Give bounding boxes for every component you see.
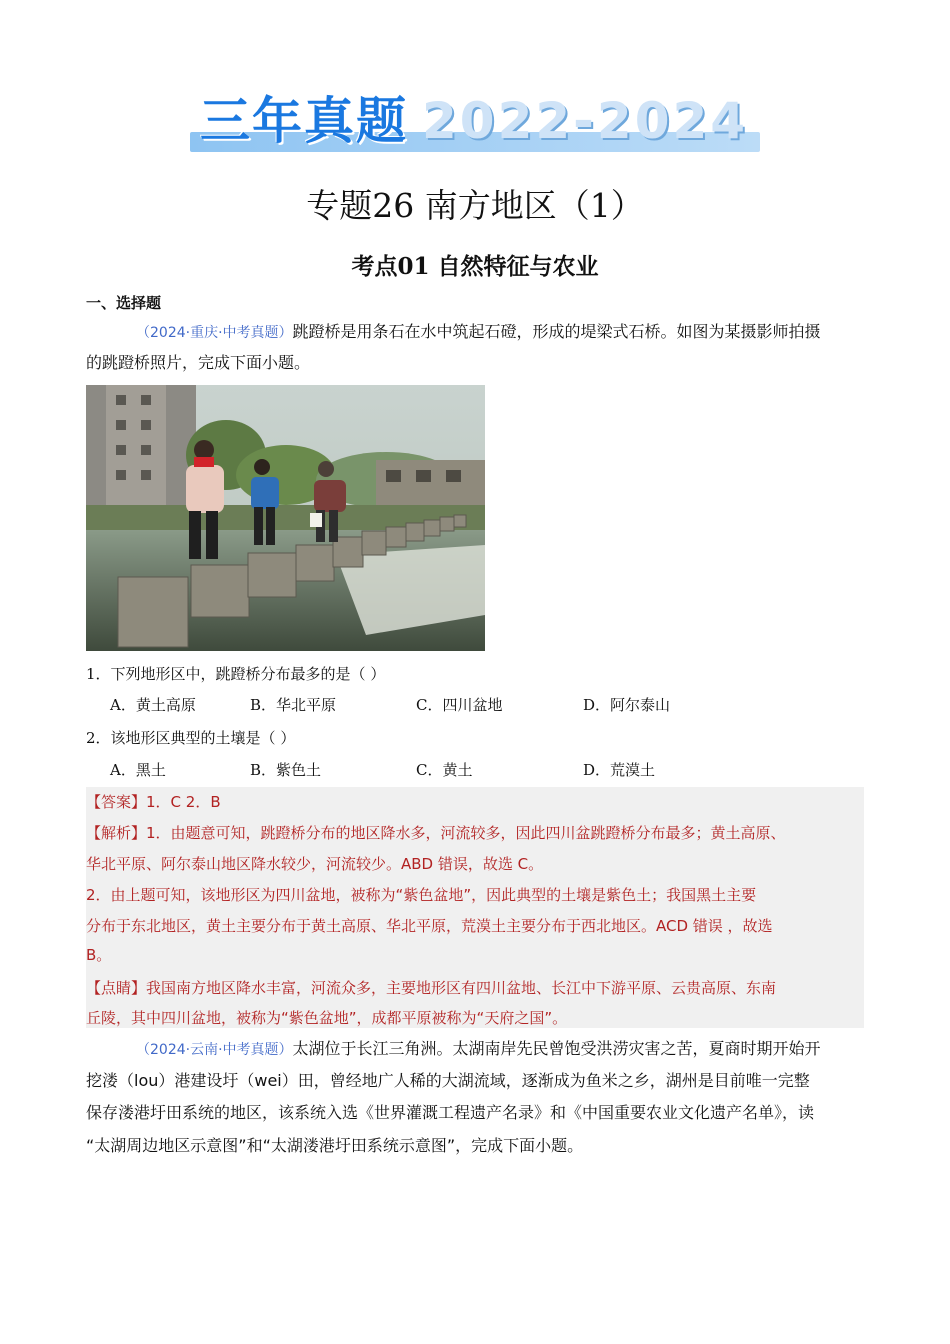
passage-1-source: （2024·重庆·中考真题） (136, 325, 293, 341)
stepping-stone-bridge-photo (86, 385, 485, 651)
page-title: 专题26 南方地区（1） (306, 186, 644, 225)
analysis-line: 华北平原、阿尔泰山地区降水较少，河流较少。ABD 错误，故选 C。 (86, 855, 544, 873)
tip-line: 丘陵，其中四川盆地，被称为“紫色盆地”，成都平原被称为“天府之国”。 (86, 1009, 568, 1027)
passage-2 (86, 1033, 866, 1066)
q2-option-d: D．荒漠土 (583, 761, 656, 779)
passage-2-line2: 挖溇（lou）港建设圩（wei）田，曾经地广人稀的大湖流域，逐渐成为鱼米之乡，湖州是目前唯一完整 (86, 1071, 810, 1090)
photo-illustration (86, 385, 485, 651)
question-2-options (110, 759, 810, 783)
q1-option-c: C．四川盆地 (416, 696, 503, 714)
question-1-stem: 1．下列地形区中，跳蹬桥分布最多的是（ ） (86, 665, 386, 683)
q2-option-b: B．紫色土 (250, 761, 322, 779)
section-heading: 一、选择题 (86, 294, 162, 312)
passage-2-line3: 保存溇港圩田系统的地区，该系统入选《世界灌溉工程遗产名录》和《中国重要农业文化遗产名单》，读 (86, 1103, 815, 1122)
tip-line: 【点睛】我国南方地区降水丰富，河流众多，主要地形区有四川盆地、长江中下游平原、云贵高原、东南 (86, 979, 777, 997)
title-banner (190, 92, 760, 154)
answer-explanation-box (86, 787, 864, 1028)
q1-option-d: D．阿尔泰山 (583, 696, 671, 714)
analysis-line: B。 (86, 946, 112, 964)
passage-1-text-line1: 跳蹬桥是用条石在水中筑起石磴，形成的堤梁式石桥。如图为某摄影师拍摄 (292, 322, 821, 341)
passage-2-text-line1: 太湖位于长江三角洲。太湖南岸先民曾饱受洪涝灾害之苦，夏商时期开始开 (292, 1039, 821, 1058)
passage-1 (86, 316, 866, 349)
answer-line: 【答案】1．C 2．B (86, 793, 221, 811)
analysis-line: 【解析】1．由题意可知，跳蹬桥分布的地区降水多，河流较多，因此四川盆跳蹬桥分布最多；黄土高原、 (86, 824, 786, 842)
q2-option-a: A．黑土 (110, 761, 166, 779)
question-2-stem: 2．该地形区典型的土壤是（ ） (86, 729, 296, 747)
passage-1-line2: 的跳蹬桥照片，完成下面小题。 (86, 353, 311, 372)
passage-2-line4: “太湖周边地区示意图”和“太湖溇港圩田系统示意图”，完成下面小题。 (86, 1136, 584, 1155)
analysis-line: 2．由上题可知，该地形区为四川盆地，被称为“紫色盆地”，因此典型的土壤是紫色土；我国黑土主要 (86, 886, 757, 904)
q1-option-b: B．华北平原 (250, 696, 337, 714)
banner-year-range: 2022-2024 (422, 92, 749, 150)
question-1-options (110, 694, 810, 718)
passage-2-source: （2024·云南·中考真题） (136, 1042, 293, 1058)
q1-option-a: A．黄土高原 (110, 696, 196, 714)
banner-left-text: 三年真题 (200, 92, 408, 150)
page-subtitle: 考点01 自然特征与农业 (351, 253, 599, 280)
q2-option-c: C．黄土 (416, 761, 473, 779)
analysis-line: 分布于东北地区，黄土主要分布于黄土高原、华北平原，荒漠土主要分布于西北地区。ACD 错误 ，故选 (86, 917, 773, 935)
